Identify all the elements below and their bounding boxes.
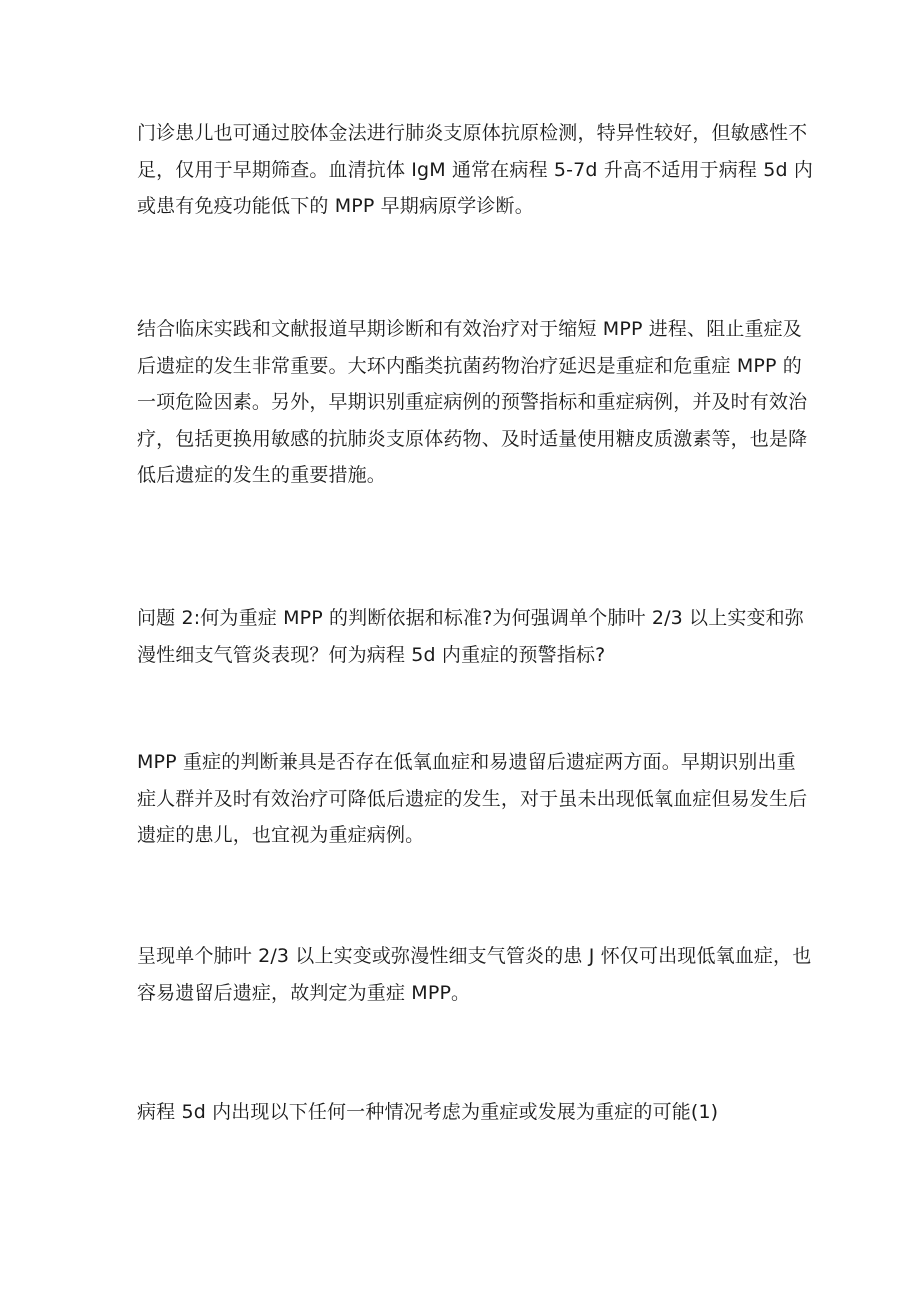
text-line: 足，仅用于早期筛查。血清抗体 IgM 通常在病程 5-7d 升高不适用于病程 5d 内 xyxy=(137,158,813,181)
text-line: 症人群并及时有效治疗可降低后遗症的发生，对于虽未出现低氧血症但易发生后 xyxy=(137,787,808,810)
text-line: 结合临床实践和文献报道早期诊断和有效治疗对于缩短 MPP 进程、阻止重症及 xyxy=(137,318,802,340)
text-line: 呈现单个肺叶 2/3 以上实变或弥漫性细支气管炎的患 J 怀仅可出现低氧血症，也 xyxy=(137,945,812,967)
text-line: 容易遗留后遗症，故判定为重症 MPP。 xyxy=(137,981,471,1004)
paragraph-question-2 xyxy=(137,600,804,673)
paragraph-warning-indicators xyxy=(137,1094,797,1131)
text-line: 遗症的患儿，也宜视为重症病例。 xyxy=(137,824,425,846)
paragraph-severity-criteria xyxy=(137,744,808,854)
text-line: 后遗症的发生非常重要。大环内酯类抗菌药物治疗延迟是重症和危重症 MPP 的 xyxy=(137,354,802,377)
text-line: 或患有免疫功能低下的 MPP 早期病原学诊断。 xyxy=(137,195,534,217)
paragraph-lobar-consolidation xyxy=(137,938,812,1011)
text-line: 低后遗症的发生的重要措施。 xyxy=(137,464,386,486)
text-line: 漫性细支气管炎表现？何为病程 5d 内重症的预警指标? xyxy=(137,643,606,666)
paragraph-antigen-detection xyxy=(137,115,813,225)
text-line: 病程 5d 内出现以下任何一种情况考虑为重症或发展为重症的可能(1) xyxy=(137,1101,719,1123)
text-line: 问题 2:何为重症 MPP 的判断依据和标准?为何强调单个肺叶 2/3 以上实变和弥 xyxy=(137,607,804,629)
paragraph-early-treatment xyxy=(137,311,808,494)
text-line: 门诊患儿也可通过胶体金法进行肺炎支原体抗原检测，特异性较好，但敏感性不 xyxy=(137,122,808,144)
text-line: 一项危险因素。另外，早期识别重症病例的预警指标和重症病例，并及时有效治 xyxy=(137,391,808,413)
text-line: MPP 重症的判断兼具是否存在低氧血症和易遗留后遗症两方面。早期识别出重 xyxy=(137,751,796,773)
text-line: 疗，包括更换用敏感的抗肺炎支原体药物、及时适量使用糖皮质激素等，也是降 xyxy=(137,427,808,450)
